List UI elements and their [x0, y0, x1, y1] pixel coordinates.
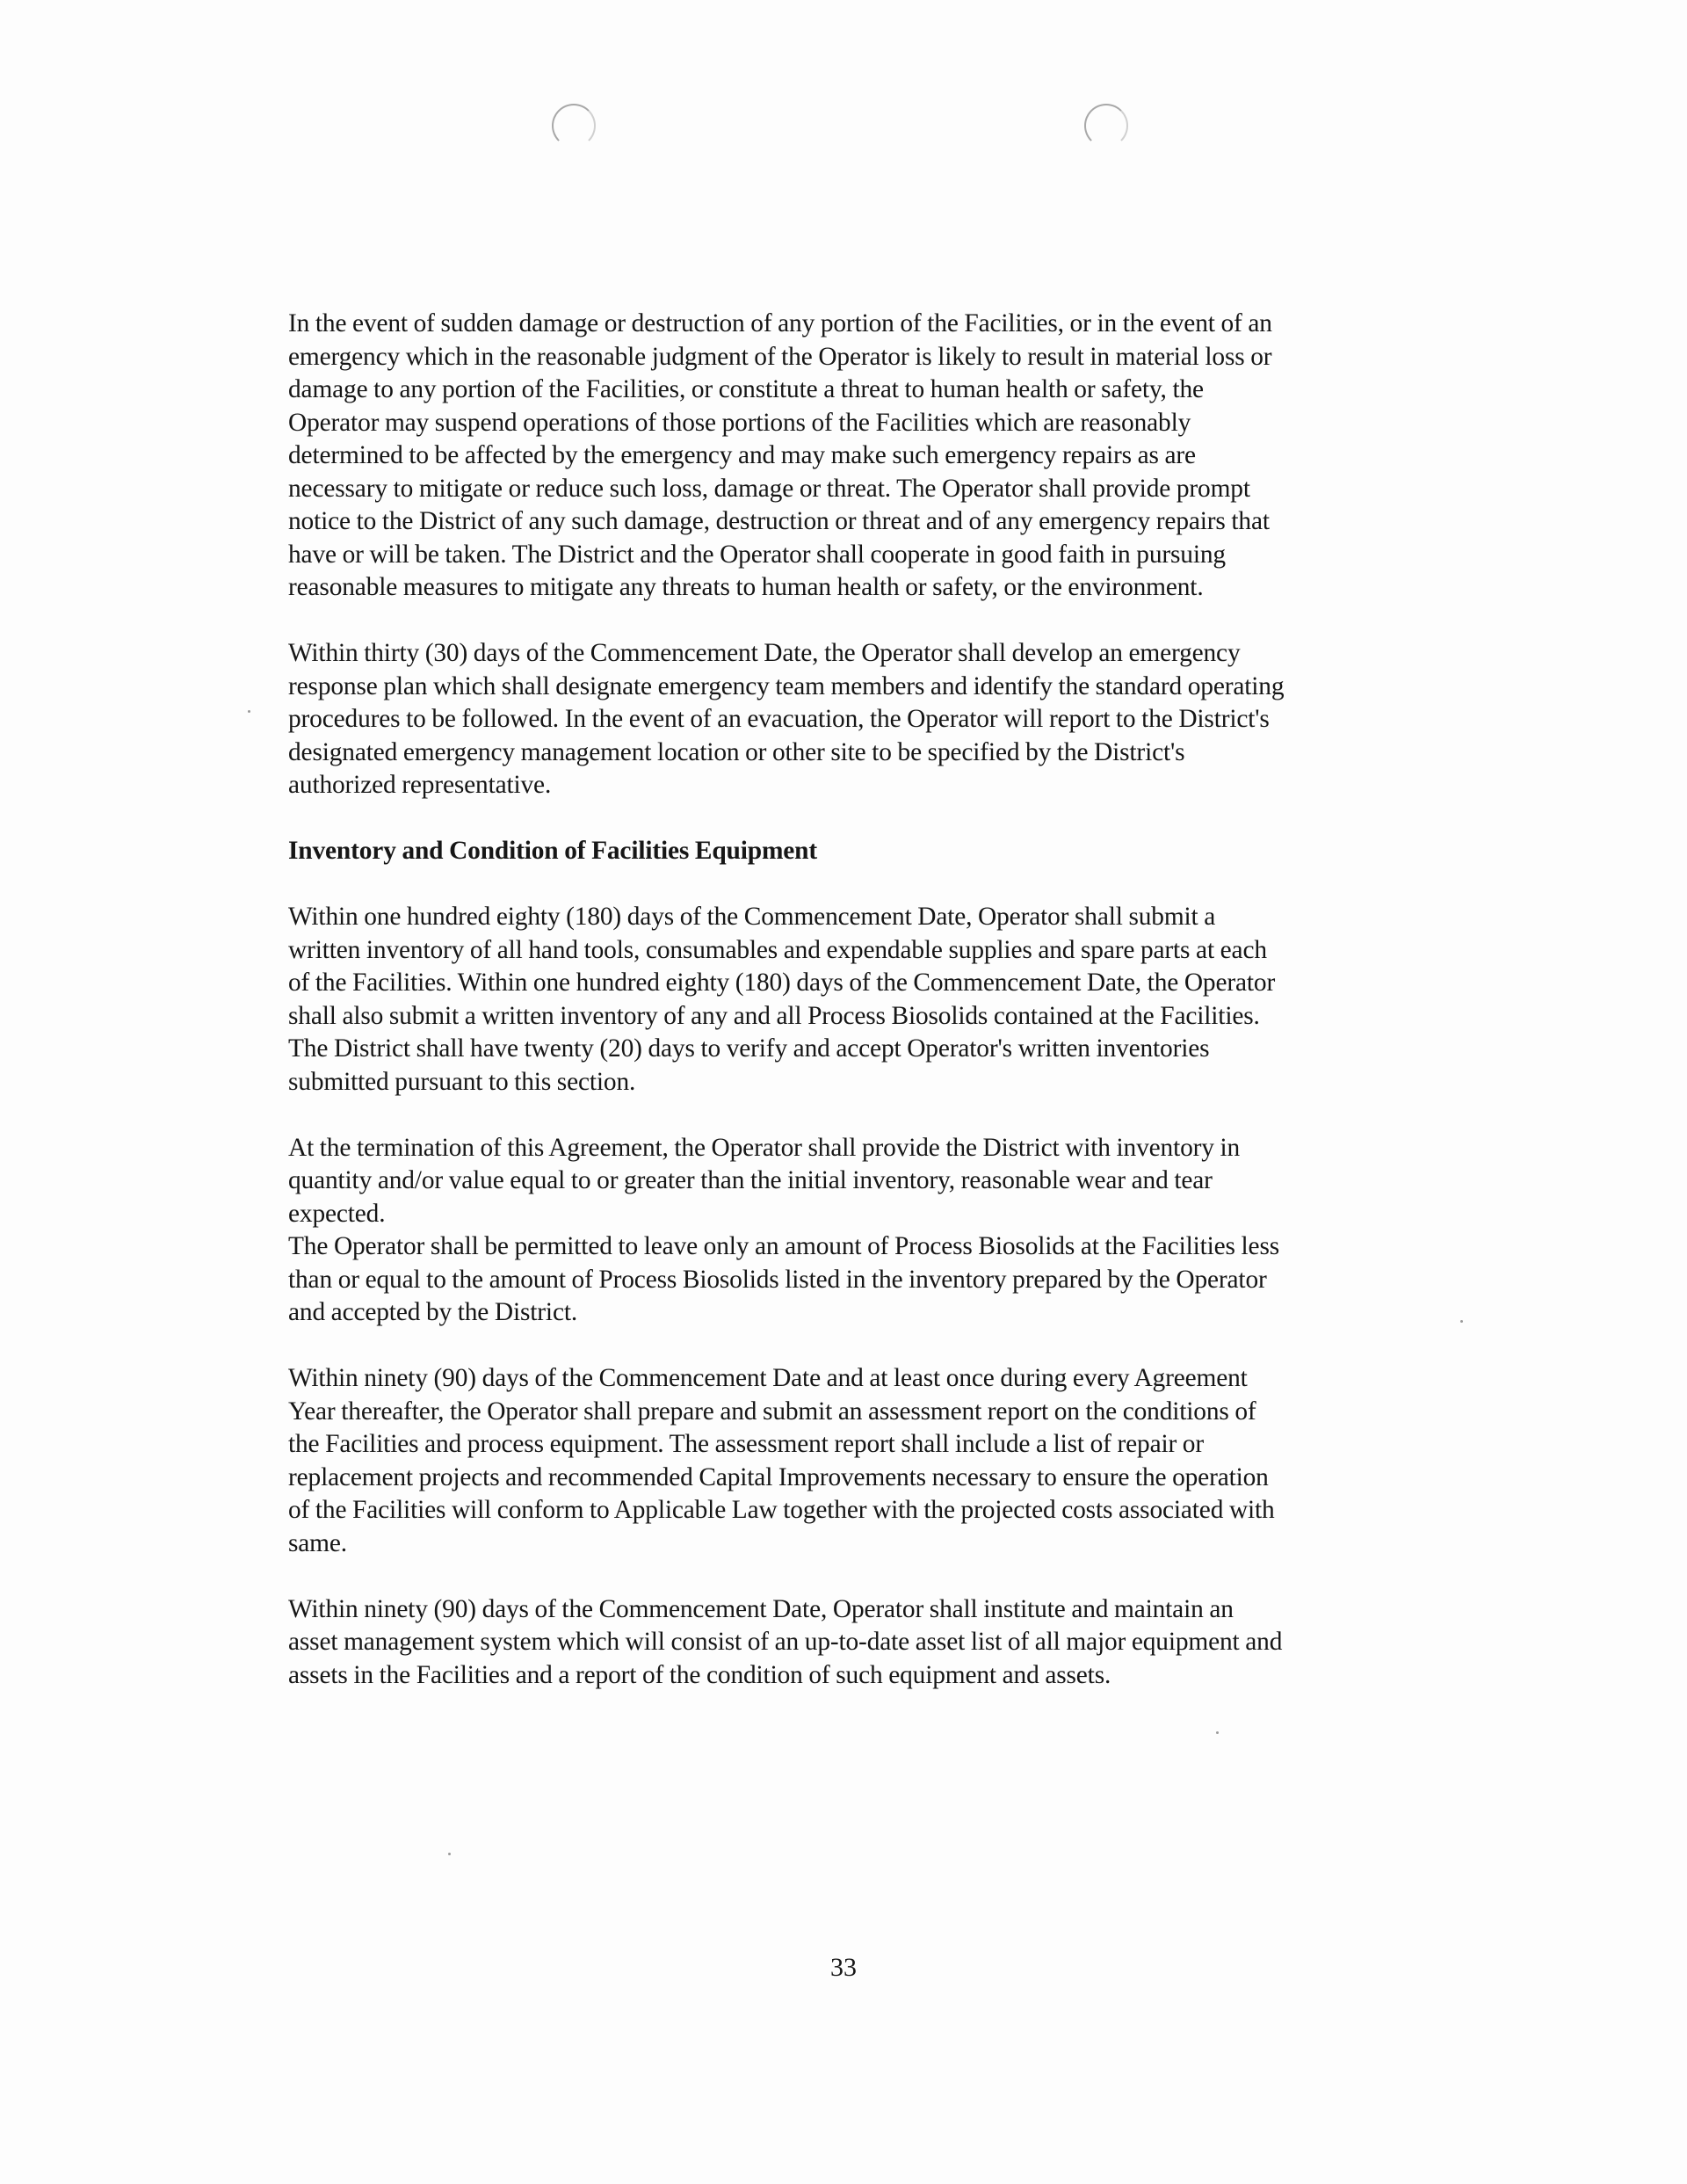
paragraph-written-inventory: Within one hundred eighty (180) days of the Commencement Date, Operator shall submit a written inventory of all hand tools, consumables and expendable supplies and spare parts at each of the Facilities. Within one hundred eighty (180) days of the Commencement Date, the Operator shall also submit a written inventory of any and all Process Biosolids contained at the Facilities. The District shall have twenty (20) days to verify and accept Operator's written inventories submitted pursuant to this section.	[288, 903, 1276, 1096]
scan-speck	[1216, 1731, 1219, 1734]
scan-speck	[448, 1853, 451, 1855]
paragraph-emergency-damage: In the event of sudden damage or destruction of any portion of the Facilities, or in the event of an emergency which in the reasonable judgment of the Operator is likely to result in material loss or damage to any portion of the Facilities, or constitute a threat to human health or safety, the Operator may suspend operations of those portions of the Facilities which are reasonably determined to be affected by the emergency and may make such emergency repairs as are necessary to mitigate or reduce such loss, damage or threat. The Operator shall provide prompt notice to the District of any such damage, destruction or threat and of any emergency repairs that have or will be taken. The District and the Operator shall cooperate in good faith in pursuing reasonable measures to mitigate any threats to human health or safety, or the environment.	[288, 309, 1272, 601]
paragraph-termination-inventory: At the termination of this Agreement, the Operator shall provide the District with inventory in quantity and/or value equal to or greater than the initial inventory, reasonable wear and tear expected.	[288, 1133, 1241, 1228]
paragraph-process-biosolids: The Operator shall be permitted to leave only an amount of Process Biosolids at the Facilities less than or equal to the amount of Process Biosolids listed in the inventory prepared by the Operator and accepted by the District.	[288, 1232, 1280, 1326]
punch-hole-right	[1084, 104, 1128, 148]
scan-speck	[248, 710, 250, 713]
punch-hole-left	[552, 104, 596, 148]
scan-speck	[1460, 1320, 1463, 1323]
paragraph-assessment-report: Within ninety (90) days of the Commencement Date and at least once during every Agreement Year thereafter, the Operator shall prepare and submit an assessment report on the conditions of the Facilities and process equipment. The assessment report shall include a list of repair or replacement projects and recommended Capital Improvements necessary to ensure the operation of the Facilities will conform to Applicable Law together with the projected costs associated with same.	[288, 1364, 1275, 1557]
document-body	[288, 308, 1439, 1725]
paragraph-emergency-response-plan: Within thirty (30) days of the Commencement Date, the Operator shall develop an emergency response plan which shall designate emergency team members and identify the standard operating procedures to be followed. In the event of an evacuation, the Operator will report to the District's designated emergency management location or other site to be specified by the District's authorized representative.	[288, 639, 1285, 799]
page-number: 33	[830, 1953, 857, 1982]
paragraph-asset-management: Within ninety (90) days of the Commencement Date, Operator shall institute and maintain an asset management system which will consist of an up-to-date asset list of all major equipment and assets in the Facilities and a report of the condition of such equipment and assets.	[288, 1594, 1283, 1689]
section-heading-inventory: Inventory and Condition of Facilities Equipment	[288, 837, 818, 865]
